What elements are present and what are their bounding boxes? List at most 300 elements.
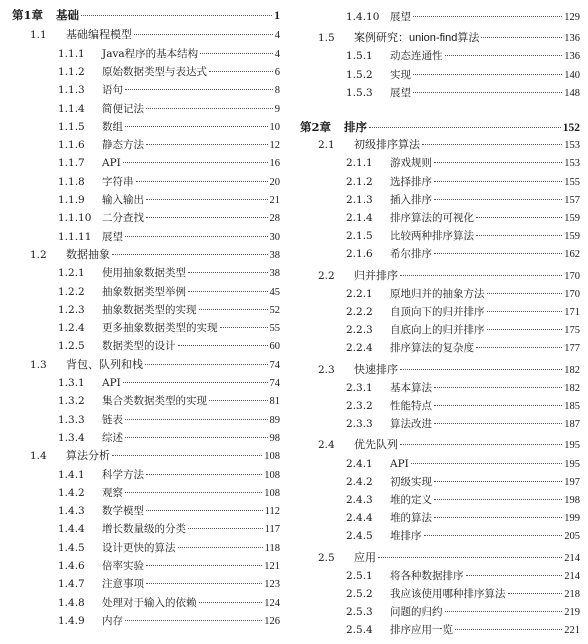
toc-entry-title: 展望 bbox=[390, 11, 411, 23]
toc-entry-number: 2.4.1 bbox=[346, 457, 373, 470]
toc-entry-title: 快速排序 bbox=[354, 363, 398, 376]
toc-subsection-entry bbox=[12, 594, 280, 612]
toc-entry-title: 原始数据类型与表达式 bbox=[102, 65, 207, 78]
toc-entry-number: 1.3 bbox=[30, 358, 47, 371]
toc-entry-number: 2.2.1 bbox=[346, 287, 373, 300]
toc-section-entry bbox=[300, 267, 580, 285]
toc-subsection-entry bbox=[300, 173, 580, 191]
toc-entry-title: 背包、队列和栈 bbox=[66, 358, 143, 371]
toc-entry-title: 处理对于输入的依赖 bbox=[102, 596, 197, 609]
toc-entry-page: 126 bbox=[264, 615, 280, 627]
toc-entry-number: 1.4.3 bbox=[58, 505, 85, 518]
toc-subsection-entry bbox=[12, 173, 280, 191]
toc-section-entry bbox=[300, 136, 580, 154]
toc-entry-number: 1.4.10 bbox=[346, 11, 380, 23]
toc-entry-page: 8 bbox=[274, 85, 280, 97]
toc-leader-dots bbox=[466, 574, 563, 576]
toc-subsection-entry bbox=[12, 118, 280, 136]
toc-entry-number: 1.5.3 bbox=[346, 86, 373, 99]
toc-entry-number: 1.3.1 bbox=[58, 377, 85, 389]
toc-entry-title: 观察 bbox=[102, 486, 123, 499]
toc-entry-title: Java程序的基本结构 bbox=[102, 47, 199, 60]
toc-entry-page: 182 bbox=[564, 364, 580, 376]
toc-subsection-entry bbox=[12, 154, 280, 172]
toc-subsection-entry bbox=[300, 397, 580, 415]
toc-entry-page: 118 bbox=[264, 542, 280, 554]
toc-subsection-entry bbox=[12, 612, 280, 630]
toc-entry-page: 140 bbox=[564, 69, 580, 81]
toc-entry-page: 182 bbox=[564, 382, 580, 394]
toc-leader-dots bbox=[146, 107, 273, 109]
toc-entry-number: 1.4.8 bbox=[58, 596, 85, 609]
toc-entry-title: 语句 bbox=[102, 84, 123, 97]
toc-leader-dots bbox=[400, 443, 562, 445]
toc-entry-page: 195 bbox=[564, 458, 580, 470]
toc-leader-dots bbox=[413, 73, 562, 75]
toc-entry-title: 抽象数据类型举例 bbox=[102, 285, 186, 298]
toc-leader-dots bbox=[434, 498, 562, 500]
toc-entry-title: 自顶向下的归并排序 bbox=[390, 306, 485, 318]
toc-entry-page: 214 bbox=[564, 570, 580, 582]
toc-subsection-entry bbox=[12, 283, 280, 301]
toc-section-entry bbox=[300, 549, 580, 567]
toc-entry-title: 堆排序 bbox=[390, 530, 422, 543]
toc-entry-number: 1.2.1 bbox=[58, 267, 85, 280]
toc-subsection-entry bbox=[12, 466, 280, 484]
toc-entry-number: 2.3.1 bbox=[346, 381, 373, 394]
toc-leader-dots bbox=[146, 198, 268, 200]
toc-subsection-entry bbox=[300, 455, 580, 473]
toc-entry-page: 10 bbox=[269, 121, 280, 133]
toc-entry-title: 数据类型的设计 bbox=[102, 340, 176, 353]
toc-entry-page: 108 bbox=[264, 487, 280, 499]
toc-subsection-entry bbox=[300, 303, 580, 321]
toc-entry-page: 199 bbox=[564, 513, 580, 525]
toc-entry-page: 197 bbox=[564, 476, 580, 488]
toc-entry-number: 1.5.2 bbox=[346, 68, 373, 81]
toc-entry-title: 注意事项 bbox=[102, 578, 144, 591]
toc-entry-title: 数组 bbox=[102, 120, 123, 133]
toc-entry-title: 插入排序 bbox=[390, 193, 432, 206]
toc-entry-number: 1.5 bbox=[318, 32, 335, 45]
toc-entry-page: 12 bbox=[269, 140, 280, 152]
toc-entry-title: API bbox=[390, 457, 409, 470]
toc-leader-dots bbox=[508, 592, 563, 594]
toc-entry-title: 归并排序 bbox=[354, 269, 398, 282]
toc-leader-dots bbox=[125, 436, 268, 438]
toc-subsection-entry bbox=[12, 100, 280, 118]
toc-leader-dots bbox=[178, 546, 263, 548]
toc-entry-page: 170 bbox=[564, 288, 580, 300]
toc-entry-title: 实现 bbox=[390, 68, 411, 81]
toc-entry-number: 2.1 bbox=[318, 139, 335, 152]
toc-entry-number: 1.3.3 bbox=[58, 413, 85, 426]
toc-leader-dots bbox=[434, 386, 562, 388]
toc-entry-title: 堆的定义 bbox=[390, 494, 432, 506]
toc-section-entry bbox=[300, 361, 580, 379]
toc-entry-page: 218 bbox=[564, 589, 580, 600]
toc-entry-page: 38 bbox=[269, 249, 280, 261]
toc-entry-page: 98 bbox=[269, 432, 280, 444]
toc-entry-title: 比较两种排序算法 bbox=[390, 230, 474, 243]
toc-subsection-entry bbox=[12, 575, 280, 593]
toc-entry-title: 案例研究：union-find算法 bbox=[354, 32, 480, 45]
toc-leader-dots bbox=[487, 310, 563, 312]
toc-entry-page: 153 bbox=[564, 158, 580, 170]
toc-leader-dots bbox=[422, 143, 562, 145]
toc-section-entry bbox=[12, 26, 280, 44]
toc-subsection-entry bbox=[300, 415, 580, 433]
toc-subsection-entry bbox=[12, 301, 280, 319]
toc-leader-dots bbox=[434, 180, 562, 182]
toc-entry-number: 1.4 bbox=[30, 450, 47, 463]
toc-entry-number: 1.4.1 bbox=[58, 468, 85, 481]
toc-entry-page: 112 bbox=[264, 506, 280, 518]
toc-subsection-entry bbox=[12, 264, 280, 282]
toc-chapter-entry bbox=[12, 6, 280, 24]
toc-entry-title: 抽象数据类型的实现 bbox=[102, 303, 197, 316]
toc-entry-title: 希尔排序 bbox=[390, 248, 432, 261]
toc-entry-title: 集合类数据类型的实现 bbox=[102, 395, 207, 408]
toc-leader-dots bbox=[134, 33, 273, 35]
toc-entry-number: 1.3.4 bbox=[58, 431, 85, 444]
toc-leader-dots bbox=[125, 491, 262, 493]
toc-entry-page: 185 bbox=[564, 401, 580, 412]
toc-leader-dots bbox=[209, 70, 273, 72]
toc-entry-page: 136 bbox=[564, 33, 580, 45]
toc-subsection-entry bbox=[12, 319, 280, 337]
toc-section-entry bbox=[12, 246, 280, 264]
toc-entry-page: 108 bbox=[264, 451, 280, 463]
toc-subsection-entry bbox=[300, 245, 580, 263]
toc-entry-page: 124 bbox=[264, 597, 280, 609]
toc-entry-title: 简便记法 bbox=[102, 102, 144, 115]
toc-subsection-entry bbox=[300, 321, 580, 339]
toc-subsection-entry bbox=[12, 411, 280, 429]
toc-entry-title: 综述 bbox=[102, 431, 123, 444]
toc-section-entry bbox=[12, 447, 280, 465]
toc-entry-page: 175 bbox=[564, 325, 580, 337]
toc-subsection-entry bbox=[300, 527, 580, 545]
toc-leader-dots bbox=[400, 274, 562, 276]
toc-entry-title: 基础 bbox=[56, 8, 79, 22]
toc-subsection-entry bbox=[300, 603, 580, 621]
toc-subsection-entry bbox=[12, 63, 280, 81]
toc-entry-page: 55 bbox=[269, 323, 280, 335]
toc-subsection-entry bbox=[12, 539, 280, 557]
toc-leader-dots bbox=[145, 363, 268, 365]
toc-entry-number: 1.1.8 bbox=[58, 175, 85, 188]
toc-leader-dots bbox=[476, 346, 562, 348]
toc-leader-dots bbox=[136, 180, 268, 182]
toc-entry-title: 展望 bbox=[390, 86, 411, 99]
toc-leader-dots bbox=[476, 216, 562, 218]
toc-entry-page: 74 bbox=[269, 359, 280, 371]
toc-entry-page: 159 bbox=[564, 213, 580, 224]
toc-subsection-entry bbox=[300, 84, 580, 102]
toc-entry-page: 162 bbox=[564, 249, 580, 261]
toc-entry-number: 2.3 bbox=[318, 363, 335, 376]
toc-entry-page: 45 bbox=[269, 286, 280, 298]
toc-entry-page: 205 bbox=[564, 531, 580, 543]
toc-entry-page: 155 bbox=[564, 176, 580, 188]
toc-entry-number: 1.1.9 bbox=[58, 194, 85, 206]
toc-entry-number: 1.4.6 bbox=[58, 560, 85, 572]
toc-subsection-entry bbox=[300, 191, 580, 209]
toc-leader-dots bbox=[123, 161, 268, 163]
toc-entry-number: 2.5.3 bbox=[346, 606, 373, 619]
toc-subsection-entry bbox=[12, 228, 280, 246]
toc-entry-number: 2.1.6 bbox=[346, 248, 373, 261]
toc-entry-title: 设计更快的算法 bbox=[102, 541, 176, 554]
toc-entry-title: 使用抽象数据类型 bbox=[102, 267, 186, 280]
toc-entry-page: 20 bbox=[269, 176, 280, 188]
toc-subsection-entry bbox=[300, 47, 580, 65]
toc-leader-dots bbox=[209, 399, 268, 401]
toc-leader-dots bbox=[424, 534, 563, 536]
toc-leader-dots bbox=[146, 143, 268, 145]
toc-entry-number: 2.1.2 bbox=[346, 175, 373, 188]
toc-entry-number: 2.2 bbox=[318, 269, 335, 282]
toc-entry-page: 171 bbox=[564, 307, 580, 318]
toc-entry-page: 214 bbox=[564, 552, 580, 564]
toc-entry-number: 2.5 bbox=[318, 551, 335, 564]
toc-entry-title: 算法改进 bbox=[390, 418, 432, 431]
toc-entry-title: 性能特点 bbox=[390, 400, 432, 412]
toc-subsection-entry bbox=[300, 154, 580, 172]
toc-entry-number: 1.1.6 bbox=[58, 139, 85, 152]
toc-subsection-entry bbox=[12, 502, 280, 520]
toc-entry-page: 9 bbox=[274, 103, 280, 115]
toc-entry-title: 数学模型 bbox=[102, 505, 144, 518]
toc-entry-page: 157 bbox=[564, 194, 580, 206]
toc-leader-dots bbox=[112, 454, 262, 456]
toc-section-entry bbox=[300, 436, 580, 454]
toc-entry-title: 游戏规则 bbox=[390, 157, 432, 170]
toc-leader-dots bbox=[481, 36, 562, 38]
toc-subsection-entry bbox=[300, 227, 580, 245]
toc-entry-number: 1.2.3 bbox=[58, 303, 85, 316]
toc-entry-number: 2.3.2 bbox=[346, 400, 373, 412]
toc-subsection-entry bbox=[300, 567, 580, 585]
toc-entry-title: 初级实现 bbox=[390, 475, 432, 488]
toc-entry-title: API bbox=[102, 377, 121, 389]
toc-leader-dots bbox=[400, 368, 562, 370]
toc-entry-title: 问题的归约 bbox=[390, 606, 443, 619]
toc-leader-dots bbox=[445, 54, 563, 56]
toc-leader-dots bbox=[125, 619, 262, 621]
toc-leader-dots bbox=[112, 253, 268, 255]
toc-entry-number: 2.3.3 bbox=[346, 418, 373, 431]
toc-entry-title: 排序应用一览 bbox=[390, 624, 453, 637]
toc-entry-page: 60 bbox=[269, 341, 280, 353]
toc-entry-number: 2.2.3 bbox=[346, 324, 373, 337]
toc-entry-title: 算法分析 bbox=[66, 450, 110, 463]
toc-leader-dots bbox=[434, 480, 562, 482]
toc-entry-number: 2.2.4 bbox=[346, 342, 373, 355]
toc-leader-dots bbox=[125, 418, 268, 420]
toc-entry-title: 选择排序 bbox=[390, 175, 432, 188]
toc-entry-title: 排序算法的可视化 bbox=[390, 212, 474, 224]
toc-entry-number: 2.4.3 bbox=[346, 494, 373, 506]
toc-entry-number: 2.1.1 bbox=[346, 157, 373, 170]
toc-entry-page: 152 bbox=[562, 122, 580, 134]
toc-entry-page: 16 bbox=[269, 158, 280, 170]
toc-leader-dots bbox=[220, 326, 268, 328]
toc-entry-title: 排序 bbox=[344, 120, 367, 134]
toc-subsection-entry bbox=[12, 392, 280, 410]
toc-entry-title: 输入输出 bbox=[102, 194, 144, 206]
toc-leader-dots bbox=[434, 198, 562, 200]
toc-entry-number: 1.1.2 bbox=[58, 65, 85, 78]
toc-entry-number: 2.4 bbox=[318, 439, 335, 452]
toc-entry-page: 117 bbox=[264, 524, 280, 536]
toc-entry-title: 将各种数据排序 bbox=[390, 569, 464, 582]
toc-entry-page: 28 bbox=[269, 213, 280, 225]
toc-subsection-entry bbox=[300, 491, 580, 509]
toc-subsection-entry bbox=[300, 473, 580, 491]
toc-leader-dots bbox=[146, 509, 263, 511]
toc-subsection-entry bbox=[300, 379, 580, 397]
toc-entry-page: 159 bbox=[564, 231, 580, 243]
toc-entry-number: 2.4.2 bbox=[346, 475, 373, 488]
toc-entry-title: 应用 bbox=[354, 551, 376, 564]
toc-leader-dots bbox=[188, 290, 268, 292]
toc-subsection-entry bbox=[12, 209, 280, 227]
toc-entry-page: 148 bbox=[564, 87, 580, 99]
toc-entry-page: 177 bbox=[564, 343, 580, 355]
toc-entry-page: 21 bbox=[269, 195, 280, 206]
toc-entry-title: 字符串 bbox=[102, 175, 134, 188]
toc-leader-dots bbox=[476, 234, 562, 236]
toc-entry-title: 优先队列 bbox=[354, 439, 398, 452]
toc-entry-title: 我应该使用哪种排序算法 bbox=[390, 588, 506, 600]
toc-subsection-entry bbox=[12, 484, 280, 502]
toc-subsection-entry bbox=[300, 66, 580, 84]
toc-entry-number: 2.4.4 bbox=[346, 512, 373, 525]
toc-subsection-entry bbox=[12, 45, 280, 63]
toc-entry-number: 2.4.5 bbox=[346, 530, 373, 543]
toc-leader-dots bbox=[146, 564, 262, 566]
toc-entry-number: 1.1.5 bbox=[58, 120, 85, 133]
toc-entry-page: 108 bbox=[264, 469, 280, 481]
toc-entry-page: 121 bbox=[264, 561, 280, 572]
toc-entry-page: 52 bbox=[269, 304, 280, 316]
toc-entry-number: 1.4.2 bbox=[58, 486, 85, 499]
toc-leader-dots bbox=[125, 235, 268, 237]
toc-entry-title: 倍率实验 bbox=[102, 560, 144, 572]
toc-subsection-entry bbox=[12, 81, 280, 99]
toc-leader-dots bbox=[434, 516, 562, 518]
toc-entry-title: 自底向上的归并排序 bbox=[390, 324, 485, 337]
toc-entry-number: 2.5.2 bbox=[346, 588, 373, 600]
toc-subsection-entry bbox=[12, 374, 280, 392]
toc-entry-number: 1.2.2 bbox=[58, 285, 85, 298]
toc-leader-dots bbox=[378, 556, 562, 558]
toc-subsection-entry bbox=[300, 285, 580, 303]
toc-entry-title: 基础编程模型 bbox=[66, 29, 132, 42]
toc-subsection-entry bbox=[300, 8, 580, 26]
toc-entry-number: 1.1.1 bbox=[58, 47, 85, 60]
toc-subsection-entry bbox=[12, 337, 280, 355]
toc-leader-dots bbox=[178, 344, 268, 346]
toc-entry-title: 增长数量级的分类 bbox=[102, 523, 186, 536]
toc-entry-number: 2.2.2 bbox=[346, 306, 373, 318]
toc-leader-dots bbox=[125, 125, 268, 127]
toc-entry-title: 原地归并的抽象方法 bbox=[390, 287, 485, 300]
toc-entry-page: 129 bbox=[564, 12, 580, 23]
toc-entry-page: 30 bbox=[269, 231, 280, 243]
toc-entry-number: 2.5.1 bbox=[346, 569, 373, 582]
toc-entry-page: 195 bbox=[564, 440, 580, 452]
toc-entry-number: 1.1.3 bbox=[58, 84, 85, 97]
toc-entry-number: 1.1.10 bbox=[58, 212, 92, 225]
toc-entry-number: 1.4.4 bbox=[58, 523, 85, 536]
toc-leader-dots bbox=[487, 292, 563, 294]
toc-entry-number: 1.4.7 bbox=[58, 578, 85, 591]
toc-leader-dots bbox=[455, 628, 562, 630]
toc-entry-page: 153 bbox=[564, 140, 580, 152]
toc-entry-number: 1.4.5 bbox=[58, 541, 85, 554]
toc-leader-dots bbox=[81, 14, 272, 16]
toc-entry-page: 123 bbox=[264, 579, 280, 591]
toc-entry-number: 1.2.4 bbox=[58, 322, 85, 335]
toc-subsection-entry bbox=[300, 585, 580, 603]
toc-entry-number: 1.2.5 bbox=[58, 340, 85, 353]
toc-leader-dots bbox=[146, 216, 268, 218]
toc-leader-dots bbox=[199, 601, 263, 603]
toc-subsection-entry bbox=[300, 621, 580, 639]
toc-leader-dots bbox=[200, 52, 273, 54]
toc-leader-dots bbox=[411, 462, 562, 464]
toc-entry-title: 堆的算法 bbox=[390, 512, 432, 525]
toc-entry-page: 38 bbox=[269, 268, 280, 280]
toc-entry-page: 170 bbox=[564, 270, 580, 282]
toc-leader-dots bbox=[146, 473, 262, 475]
toc-entry-title: 初级排序算法 bbox=[354, 139, 420, 152]
toc-entry-number: 1.1.7 bbox=[58, 157, 85, 170]
toc-entry-title: 排序算法的复杂度 bbox=[390, 342, 474, 355]
toc-subsection-entry bbox=[300, 209, 580, 227]
toc-entry-number: 1.5.1 bbox=[346, 50, 373, 63]
toc-leader-dots bbox=[434, 404, 562, 406]
toc-entry-title: 更多抽象数据类型的实现 bbox=[102, 322, 218, 335]
toc-entry-page: 219 bbox=[564, 607, 580, 619]
toc-subsection-entry bbox=[300, 509, 580, 527]
toc-entry-number: 1.1.4 bbox=[58, 102, 85, 115]
toc-entry-page: 6 bbox=[274, 66, 280, 78]
toc-leader-dots bbox=[434, 422, 562, 424]
toc-entry-number: 第1章 bbox=[12, 8, 44, 22]
toc-entry-title: 链表 bbox=[102, 413, 123, 426]
toc-subsection-entry bbox=[300, 339, 580, 357]
toc-entry-number: 2.5.4 bbox=[346, 624, 373, 637]
toc-entry-title: 科学方法 bbox=[102, 468, 144, 481]
toc-entry-number: 1.1 bbox=[30, 29, 47, 42]
toc-entry-number: 2.1.4 bbox=[346, 212, 373, 224]
toc-leader-dots bbox=[188, 271, 268, 273]
toc-entry-number: 第2章 bbox=[300, 120, 332, 134]
toc-entry-page: 136 bbox=[564, 51, 580, 63]
toc-entry-page: 4 bbox=[274, 30, 280, 42]
toc-leader-dots bbox=[146, 582, 262, 584]
toc-subsection-entry bbox=[12, 557, 280, 575]
toc-subsection-entry bbox=[12, 520, 280, 538]
toc-entry-title: 内存 bbox=[102, 614, 123, 627]
toc-section-entry bbox=[12, 356, 280, 374]
toc-entry-title: 动态连通性 bbox=[390, 50, 443, 63]
toc-entry-title: 展望 bbox=[102, 230, 123, 243]
